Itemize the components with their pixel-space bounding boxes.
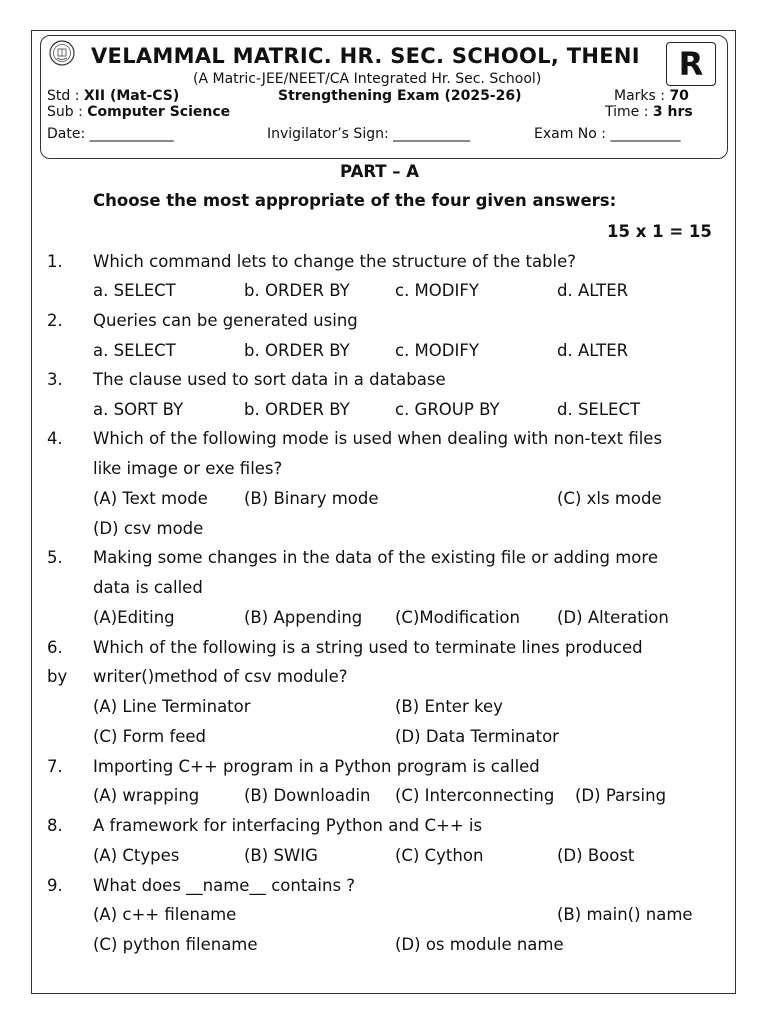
option-c: (C) python filename [93,935,258,954]
option-b: (B) SWIG [244,846,318,865]
option-a: (A) Line Terminator [93,697,251,716]
option-b: b. ORDER BY [244,281,350,300]
question-text: Importing C++ program in a Python program is called [93,757,540,776]
option-d: (D) csv mode [93,519,204,538]
option-a: (A) c++ filename [93,905,237,924]
option-c: c. MODIFY [395,281,479,300]
option-d: d. ALTER [557,341,629,360]
question-text-wrap-prefix: by [47,667,68,686]
option-c: (C) xls mode [557,489,662,508]
date-field: Date: ____________ [47,126,174,142]
exam-no-field: Exam No : __________ [534,126,681,142]
marks-value: 70 [669,88,689,104]
invigilator-sign-field: Invigilator’s Sign: ___________ [267,126,471,142]
question-text-continued: writer()method of csv module? [93,667,348,686]
part-heading: PART – A [340,162,420,181]
option-d: d. ALTER [557,281,629,300]
question-number: 4. [47,429,63,448]
question-number: 1. [47,252,63,271]
subject-value: Computer Science [87,104,231,120]
option-b: (B) Appending [244,608,363,627]
school-subtitle: (A Matric-JEE/NEET/CA Integrated Hr. Sec. School) [193,71,542,87]
time-line: Time : 3 hrs [605,104,693,120]
option-a: (A) Text mode [93,489,208,508]
option-a: (A)Editing [93,608,175,627]
question-text: Which command lets to change the structure of the table? [93,252,577,271]
option-d: d. SELECT [557,400,641,419]
option-c: (C)Modification [395,608,520,627]
option-a: (A) wrapping [93,786,200,805]
option-c: (C) Form feed [93,727,207,746]
option-b: (B) Downloadin [244,786,371,805]
question-text: Making some changes in the data of the existing file or adding more [93,548,658,567]
section-instruction: Choose the most appropriate of the four given answers: [93,191,617,210]
subject-line: Sub : Computer Science [47,104,231,120]
option-d: (D) Parsing [575,786,667,805]
option-d: (D) Data Terminator [395,727,559,746]
question-number: 9. [47,876,63,895]
question-number: 5. [47,548,63,567]
exam-name: Strengthening Exam (2025-26) [278,88,522,104]
question-text-continued: like image or exe files? [93,459,283,478]
option-b: (B) Enter key [395,697,503,716]
question-text: Which of the following is a string used to terminate lines produced [93,638,643,657]
option-d: (D) Boost [557,846,635,865]
question-number: 8. [47,816,63,835]
marks-line: Marks : 70 [614,88,689,104]
set-code-badge: R [666,42,716,86]
option-d: (D) Alteration [557,608,669,627]
option-b: b. ORDER BY [244,341,350,360]
question-number: 2. [47,311,63,330]
option-a: (A) Ctypes [93,846,180,865]
school-name: VELAMMAL MATRIC. HR. SEC. SCHOOL, THENI [91,44,640,68]
section-marks: 15 x 1 = 15 [607,222,712,241]
school-logo-icon [49,40,75,66]
std-line: Std : XII (Mat-CS) [47,88,180,104]
std-value: XII (Mat-CS) [83,88,180,104]
question-text: Queries can be generated using [93,311,358,330]
option-a: a. SORT BY [93,400,184,419]
question-number: 3. [47,370,63,389]
option-b: (B) main() name [557,905,693,924]
question-text-continued: data is called [93,578,203,597]
option-c: c. MODIFY [395,341,479,360]
option-a: a. SELECT [93,341,176,360]
option-b: b. ORDER BY [244,400,350,419]
question-text: What does __name__ contains ? [93,876,356,895]
option-a: a. SELECT [93,281,176,300]
question-text: The clause used to sort data in a database [93,370,446,389]
question-text: Which of the following mode is used when dealing with non-text files [93,429,663,448]
question-number: 7. [47,757,63,776]
option-d: (D) os module name [395,935,564,954]
time-value: 3 hrs [652,104,693,120]
question-number: 6. [47,638,63,657]
option-c: (C) Interconnecting [395,786,555,805]
question-text: A framework for interfacing Python and C++ is [93,816,483,835]
option-c: c. GROUP BY [395,400,500,419]
option-b: (B) Binary mode [244,489,379,508]
option-c: (C) Cython [395,846,484,865]
